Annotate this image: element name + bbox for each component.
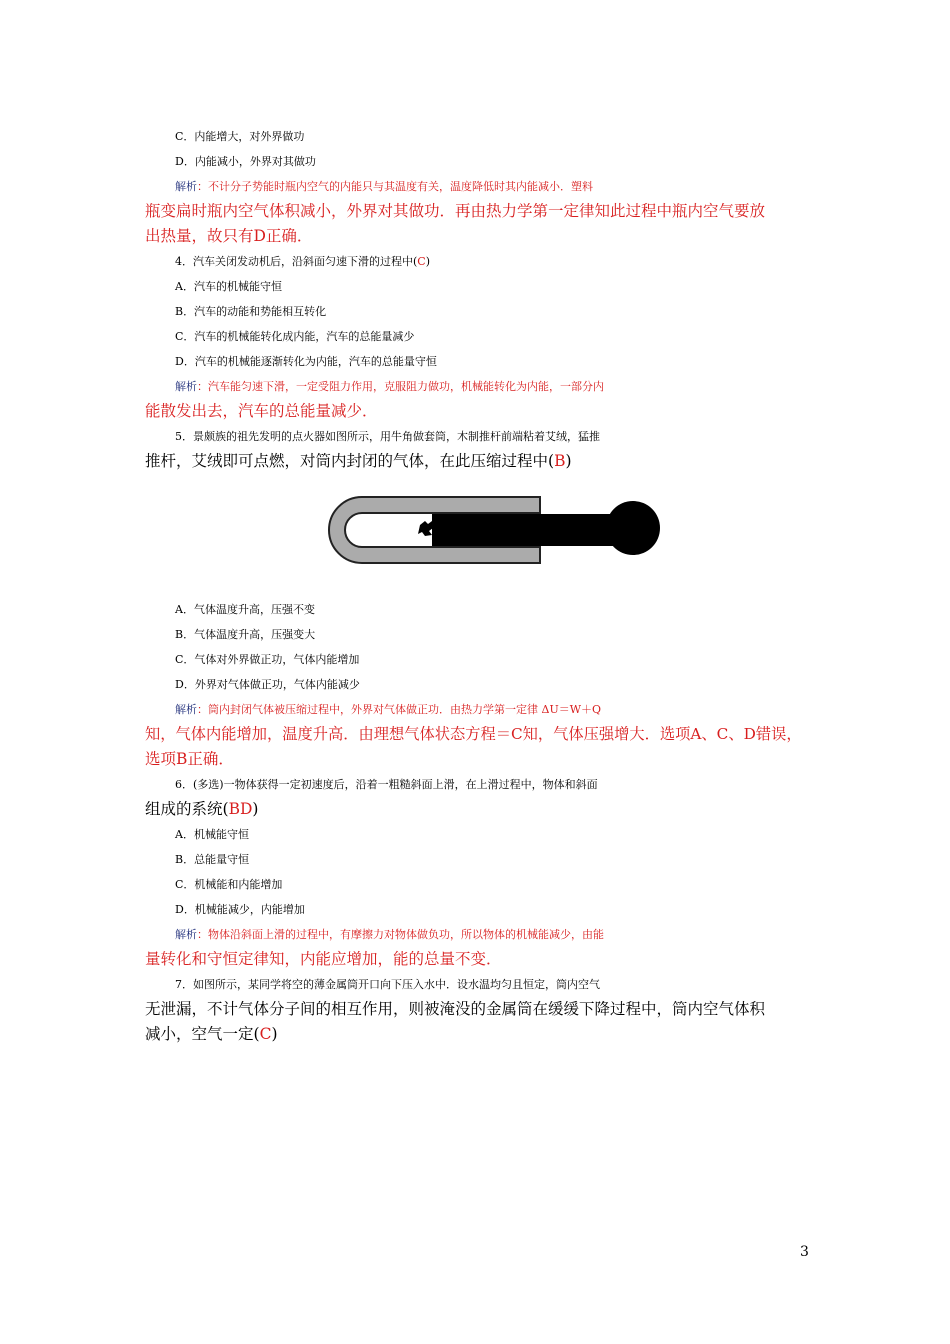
q6-stem-line-2 <box>145 797 810 822</box>
q5-option-a: A．气体温度升高，压强不变 <box>175 603 315 616</box>
push-rod <box>432 514 622 546</box>
stem-close: ) <box>425 255 431 268</box>
q7-answer: C <box>259 1025 272 1043</box>
q5-stem-line-2 <box>145 449 810 474</box>
q4-option-d: D．汽车的机械能逐渐转化为内能，汽车的总能量守恒 <box>175 355 437 368</box>
q5-analysis-line-1 <box>175 697 840 722</box>
stem-close: ) <box>271 1025 278 1043</box>
q7-stem-line-2: 无泄漏，不计气体分子间的相互作用，则被淹没的金属筒在缓缓下降过程中，筒内空气体积 <box>145 1000 766 1018</box>
q6-option-c: C．机械能和内能增加 <box>175 878 283 891</box>
q7-stem-line-1: 7．如图所示，某同学将空的薄金属筒开口向下压入水中．设水温均匀且恒定，筒内空气 <box>175 978 600 991</box>
q6-option-a: A．机械能守恒 <box>175 828 249 841</box>
fire-piston-figure <box>324 490 664 570</box>
q4-option-a: A．汽车的机械能守恒 <box>175 280 282 293</box>
q3-analysis-line-1 <box>175 174 840 199</box>
q5-answer: B <box>554 452 566 470</box>
stem-text: 减小，空气一定( <box>145 1025 260 1043</box>
rod-handle <box>606 501 660 555</box>
q6-analysis-line-1 <box>175 922 840 947</box>
q4-analysis-line-2: 能散发出去，汽车的总能量减少． <box>145 402 378 420</box>
analysis-label: 解析 <box>175 703 197 716</box>
q5-analysis-line-3: 选项B正确． <box>145 750 234 768</box>
q6-option-b: B．总能量守恒 <box>175 853 250 866</box>
analysis-text: ：不计分子势能时瓶内空气的内能只与其温度有关，温度降低时其内能减小．塑料 <box>197 180 593 193</box>
analysis-label: 解析 <box>175 928 197 941</box>
q5-option-c: C．气体对外界做正功，气体内能增加 <box>175 653 360 666</box>
q5-option-b: B．气体温度升高，压强变大 <box>175 628 316 641</box>
q4-option-c: C．汽车的机械能转化成内能，汽车的总能量减少 <box>175 330 415 343</box>
stem-text: 4．汽车关闭发动机后，沿斜面匀速下滑的过程中( <box>175 255 418 268</box>
q3-option-c: C．内能增大，对外界做功 <box>175 130 305 143</box>
q5-option-d: D．外界对气体做正功，气体内能减少 <box>175 678 360 691</box>
analysis-text: ：物体沿斜面上滑的过程中，有摩擦力对物体做负功，所以物体的机械能减少，由能 <box>197 928 604 941</box>
analysis-text: ：汽车能匀速下滑，一定受阻力作用，克服阻力做功，机械能转化为内能，一部分内 <box>197 380 604 393</box>
stem-text: 组成的系统( <box>145 800 229 818</box>
q4-stem <box>175 249 840 274</box>
q7-stem-line-3 <box>145 1022 810 1047</box>
stem-close: ) <box>252 800 259 818</box>
q4-answer: C <box>417 255 426 268</box>
q4-option-b: B．汽车的动能和势能相互转化 <box>175 305 327 318</box>
analysis-label: 解析 <box>175 380 197 393</box>
stem-text: 推杆，艾绒即可点燃，对筒内封闭的气体，在此压缩过程中( <box>145 452 555 470</box>
page-number: 3 <box>800 1244 809 1260</box>
q6-analysis-line-2: 量转化和守恒定律知，内能应增加，能的总量不变． <box>145 950 502 968</box>
q5-stem-line-1: 5．景颇族的祖先发明的点火器如图所示，用牛角做套筒，木制推杆前端粘着艾绒，猛推 <box>175 430 600 443</box>
analysis-label: 解析 <box>175 180 197 193</box>
q3-analysis-line-2: 瓶变扁时瓶内空气体积减小，外界对其做功．再由热力学第一定律知此过程中瓶内空气要放 <box>145 202 766 220</box>
q5-analysis-line-2: 知，气体内能增加，温度升高．由理想气体状态方程＝C知，气体压强增大．选项A、C、D错误， <box>145 725 802 743</box>
q4-analysis-line-1 <box>175 374 840 399</box>
q6-option-d: D．机械能减少，内能增加 <box>175 903 305 916</box>
q3-option-d: D．内能减小，外界对其做功 <box>175 155 316 168</box>
q6-stem-line-1: 6．(多选)一物体获得一定初速度后，沿着一粗糙斜面上滑，在上滑过程中，物体和斜面 <box>175 778 598 791</box>
q6-answer: BD <box>228 800 253 818</box>
q3-analysis-line-3: 出热量，故只有D正确． <box>145 227 313 245</box>
stem-close: ) <box>565 452 572 470</box>
analysis-text: ：筒内封闭气体被压缩过程中，外界对气体做正功．由热力学第一定律 ΔU＝W＋Q <box>197 703 602 716</box>
